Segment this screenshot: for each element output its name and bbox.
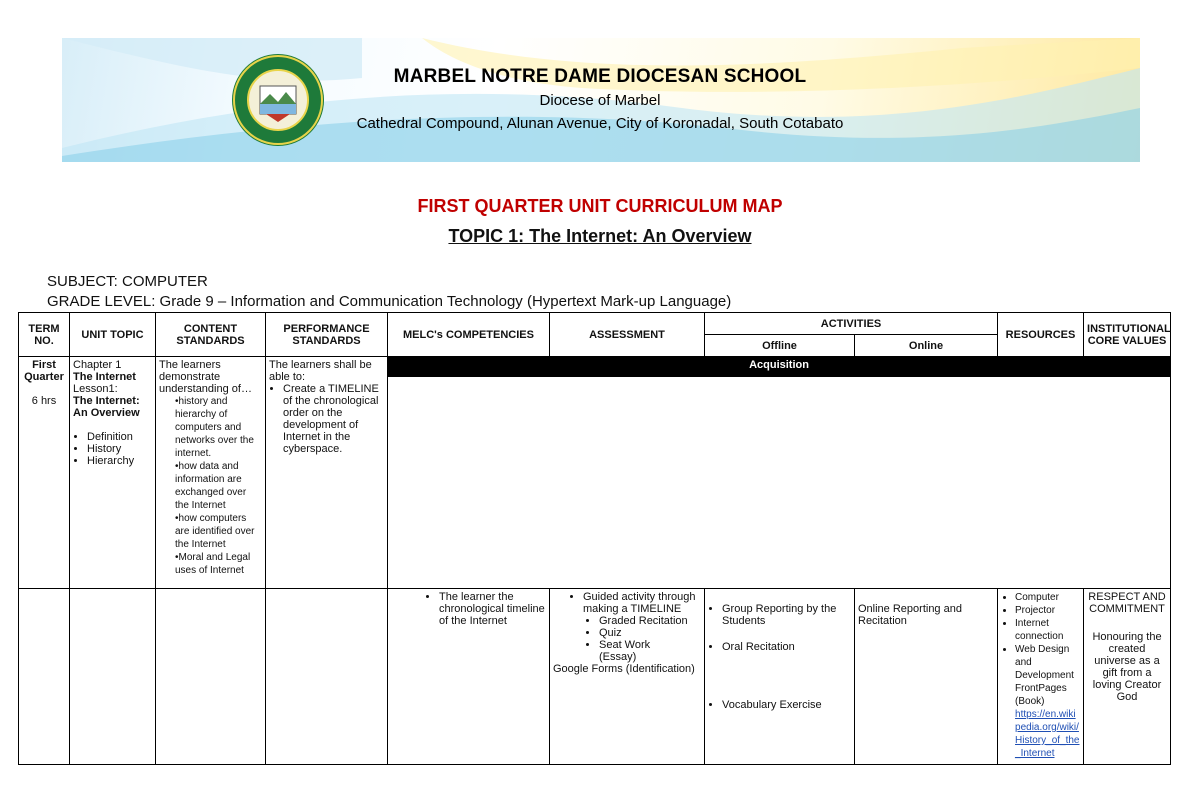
- document-subtitle: TOPIC 1: The Internet: An Overview: [448, 226, 752, 246]
- list-item: • Hierarchy: [87, 455, 152, 467]
- content-item: •how computers are identified over the Internet: [175, 513, 255, 550]
- resource-link[interactable]: https://en.wikipedia.org/wiki/History_of_the_Internet: [1015, 709, 1080, 759]
- header-online: Online: [855, 335, 998, 357]
- content-intro: The learners demonstrate understanding of…: [159, 359, 252, 395]
- term-quarter: First Quarter: [24, 359, 64, 383]
- performance-standards-cell: [266, 357, 388, 589]
- unit-topic-cell: [70, 357, 156, 589]
- resources-cell: [998, 589, 1084, 765]
- offline-cell: [705, 589, 855, 765]
- assessment-sub-list: [553, 615, 701, 663]
- performance-list: [269, 383, 384, 455]
- core-value-text: Honouring the created universe as a gift from a loving Creator God: [1092, 631, 1162, 703]
- header-melc: MELC's COMPETENCIES: [388, 313, 550, 357]
- list-item: • Computer: [1015, 591, 1080, 604]
- list-item: • Projector: [1015, 604, 1080, 617]
- list-item: • Group Reporting by the Students: [722, 603, 851, 627]
- school-seal-logo: [230, 52, 326, 148]
- acquisition-cell: [388, 357, 1171, 589]
- school-address: Cathedral Compound, Alunan Avenue, City of Koronadal, South Cotabato: [356, 115, 844, 132]
- list-item: • Guided activity through making a TIMELINE: [583, 591, 701, 615]
- subject-label: SUBJECT: COMPUTER: [47, 273, 208, 290]
- list-item: • Seat Work: [599, 639, 701, 651]
- school-name: MARBEL NOTRE DAME DIOCESAN SCHOOL: [393, 66, 807, 87]
- melc-cell: [388, 589, 550, 765]
- header-content-standards: CONTENT STANDARDS: [156, 313, 266, 357]
- empty-cell: [70, 589, 156, 765]
- acquisition-band: Acquisition: [388, 357, 1170, 377]
- list-item: • History: [87, 443, 152, 455]
- resources-list: [1001, 591, 1080, 708]
- offline-list: [708, 603, 851, 711]
- chapter-label: Chapter 1: [73, 359, 122, 371]
- online-activity: Online Reporting and Recitation: [858, 603, 962, 627]
- header-offline: Offline: [705, 335, 855, 357]
- content-item: •how data and information are exchanged over the Internet: [175, 461, 247, 511]
- header-activities: ACTIVITIES: [705, 313, 998, 335]
- lesson-title: The Internet: An Overview: [73, 395, 140, 419]
- online-cell: [855, 589, 998, 765]
- school-header: [340, 66, 860, 132]
- empty-cell: [19, 589, 70, 765]
- header-core-values: INSTITUTIONAL CORE VALUES: [1084, 313, 1171, 357]
- list-item: • Create a TIMELINE of the chronological order on the development of Internet in the cyberspace.: [283, 383, 384, 455]
- diocese-name: Diocese of Marbel: [539, 92, 661, 109]
- curriculum-map-table: [18, 312, 1171, 765]
- list-item: • Oral Recitation: [722, 641, 851, 653]
- lesson-label: Lesson1:: [73, 383, 118, 395]
- header-term: TERM NO.: [19, 313, 70, 357]
- assessment-extra: Google Forms (Identification): [553, 663, 695, 675]
- term-cell: [19, 357, 70, 589]
- list-item: • Vocabulary Exercise: [722, 699, 851, 711]
- document-title: FIRST QUARTER UNIT CURRICULUM MAP: [417, 196, 783, 216]
- list-item: • The learner the chronological timeline of the Internet: [439, 591, 546, 627]
- content-item: •history and hierarchy of computers and networks over the internet.: [175, 396, 254, 459]
- assessment-list: [553, 591, 701, 615]
- grade-level-label: GRADE LEVEL: Grade 9 – Information and Communication Technology (Hypertext Mark-up Language): [47, 293, 732, 310]
- list-item: • Graded Recitation: [599, 615, 701, 627]
- melc-list: [391, 591, 546, 627]
- header-unit-topic: UNIT TOPIC: [70, 313, 156, 357]
- term-hours: 6 hrs: [31, 395, 57, 407]
- content-item: •Moral and Legal uses of Internet: [175, 552, 251, 576]
- header-assessment: ASSESSMENT: [550, 313, 705, 357]
- performance-intro: The learners shall be able to:: [269, 359, 372, 383]
- list-item: • Definition: [87, 431, 152, 443]
- empty-cell: [266, 589, 388, 765]
- header-performance-standards: PERFORMANCE STANDARDS: [266, 313, 388, 357]
- empty-cell: [156, 589, 266, 765]
- topic-list: [73, 431, 152, 467]
- content-standards-cell: [156, 357, 266, 589]
- core-values-cell: [1084, 589, 1171, 765]
- assessment-cell: [550, 589, 705, 765]
- list-item: • Internet connection: [1015, 617, 1080, 643]
- list-item: (Essay): [599, 651, 637, 663]
- chapter-title: The Internet: [73, 371, 136, 383]
- list-item: • Web Design and Development FrontPages (Book): [1015, 643, 1080, 708]
- list-item: • Quiz: [599, 627, 701, 639]
- header-resources: RESOURCES: [998, 313, 1084, 357]
- core-value-title: RESPECT AND COMMITMENT: [1088, 591, 1166, 615]
